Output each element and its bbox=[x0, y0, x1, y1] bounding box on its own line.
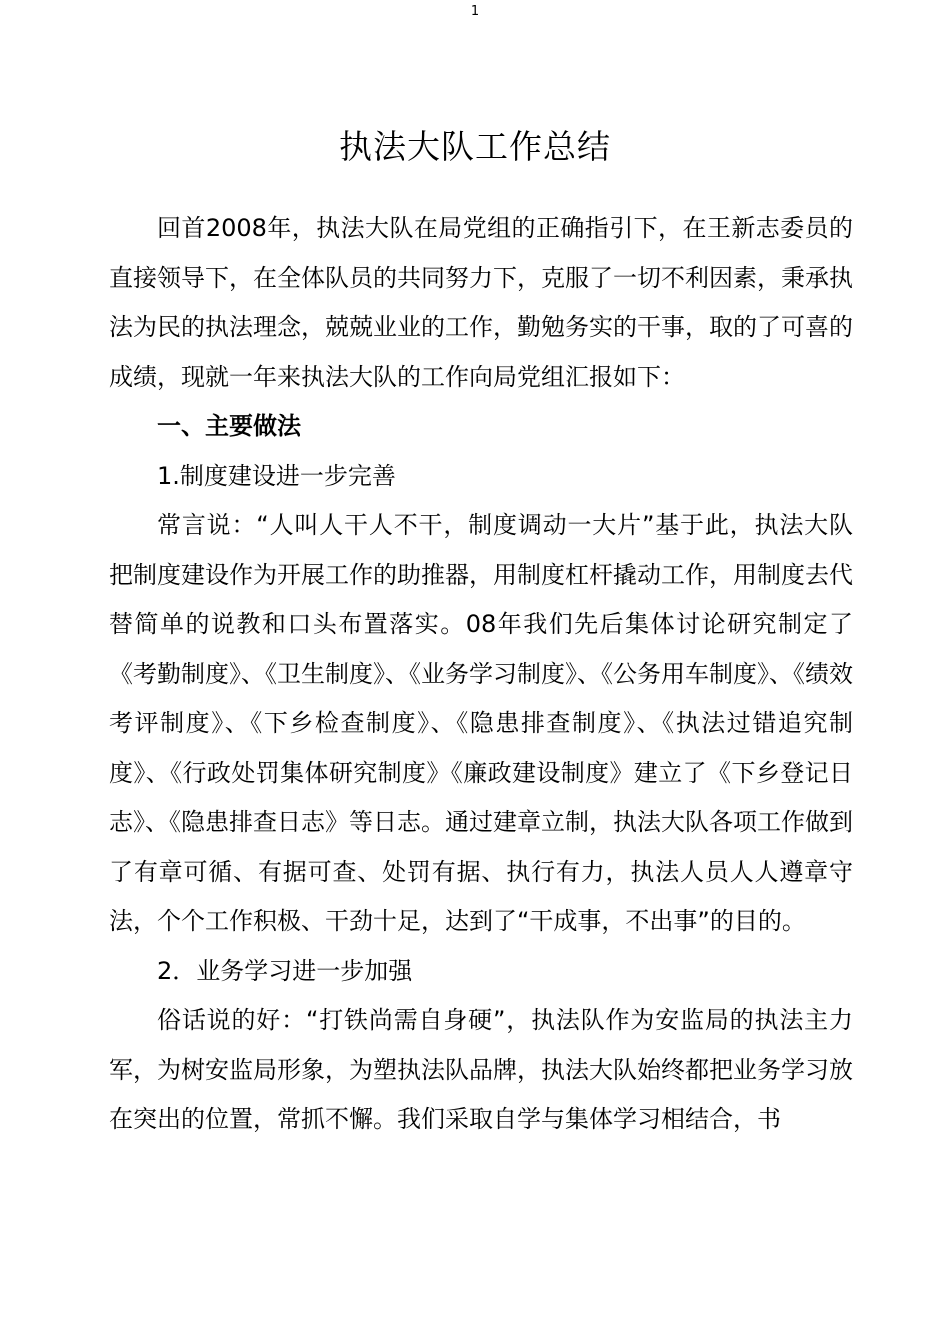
paragraph-system-building: 常言说：“人叫人干人不干，制度调动一大片”基于此，执法大队把制度建设作为开展工作的助推器，用制度杠杆撬动工作，用制度去代替简单的说教和口头布置落实。08年我们先后集体讨论研究制定了《考勤制度》、《卫生制度》、《业务学习制度》、《公务用车制度》、《绩效考评制度》、《下乡检查制度》、《隐患排查制度》、《执法过错追究制度》、《行政处罚集体研究制度》《廉政建设制度》建立了《下乡登记日志》、《隐患排查日志》等日志。通过建章立制，执法大队各项工作做到了有章可循、有据可查、处罚有据、执行有力，执法人员人人遵章守法，个个工作积极、干劲十足，达到了“干成事，不出事”的目的。 bbox=[109, 511, 853, 935]
page-number: 1 bbox=[470, 4, 480, 19]
document-title: 执法大队工作总结 bbox=[339, 127, 611, 166]
subheading-system-building: 1.制度建设进一步完善 bbox=[157, 461, 396, 490]
document-body bbox=[109, 204, 853, 1145]
intro-paragraph: 回首2008年，执法大队在局党组的正确指引下，在王新志委员的直接领导下，在全体队员的共同努力下，克服了一切不利因素，秉承执法为民的执法理念，兢兢业业的工作，勤勉务实的干事，取的了可喜的成绩，现就一年来执法大队的工作向局党组汇报如下： bbox=[109, 214, 853, 391]
section-heading-main-practices: 一、主要做法 bbox=[157, 412, 301, 440]
paragraph-business-study: 俗话说的好：“打铁尚需自身硬”，执法队作为安监局的执法主力军，为树安监局形象，为塑执法队品牌，执法大队始终都把业务学习放在突出的位置，常抓不懈。我们采取自学与集体学习相结合，书 bbox=[109, 1006, 853, 1133]
subheading-business-study: 2．业务学习进一步加强 bbox=[157, 956, 413, 985]
